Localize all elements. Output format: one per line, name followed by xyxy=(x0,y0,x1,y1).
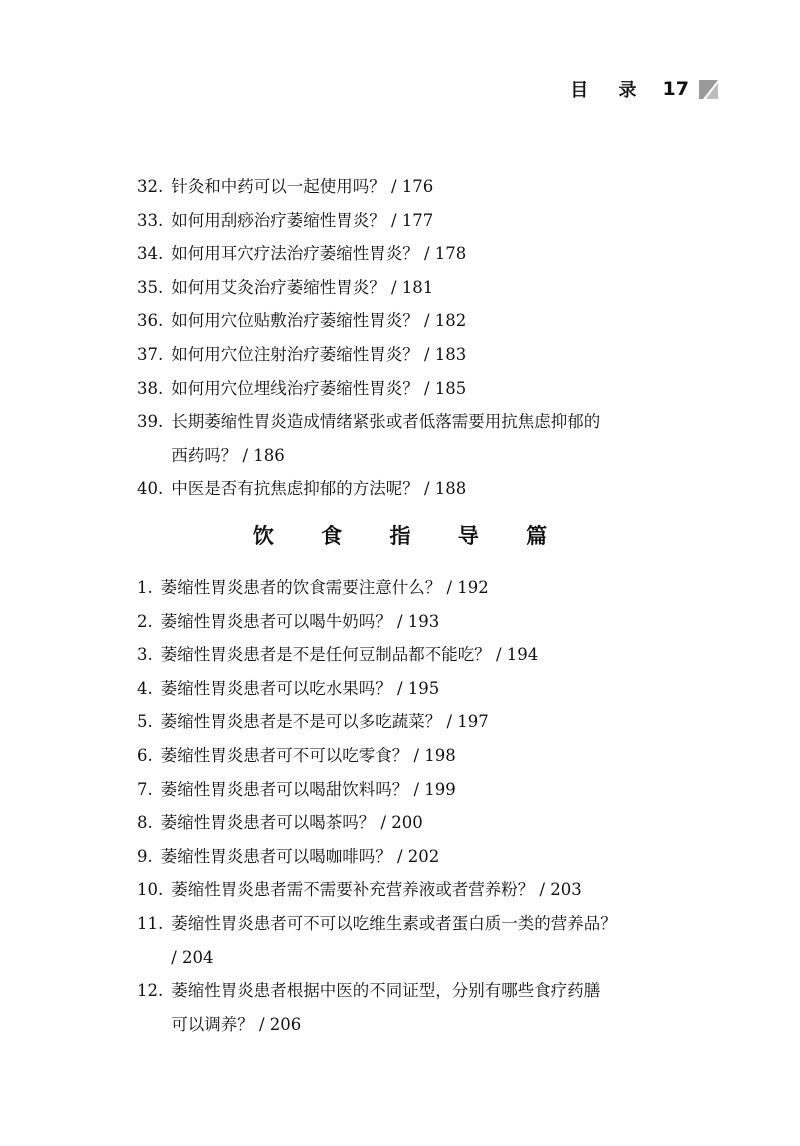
toc-entry-number: 8. xyxy=(137,813,153,833)
toc-entry-number: 34. xyxy=(137,244,164,264)
toc-entry-text xyxy=(171,472,677,506)
toc-entry[interactable] xyxy=(137,873,677,907)
toc-entry[interactable] xyxy=(137,170,677,204)
toc-entry[interactable] xyxy=(137,372,677,406)
toc-entry-title: 长期萎缩性胃炎造成情绪紧张或者低落需要用抗焦虑抑郁的 xyxy=(171,412,601,432)
toc-entry-title: 如何用刮痧治疗萎缩性胃炎？ / 177 xyxy=(171,210,434,230)
toc-entry[interactable] xyxy=(137,907,677,974)
toc-entry-text xyxy=(161,605,677,639)
toc-entry-text xyxy=(171,237,677,271)
toc-entry-title: 如何用艾灸治疗萎缩性胃炎？ / 181 xyxy=(171,277,434,297)
toc-entry-text xyxy=(171,204,677,238)
toc-entry-number: 37. xyxy=(137,344,164,364)
toc-entry-number: 40. xyxy=(137,479,164,499)
toc-entry[interactable] xyxy=(137,204,677,238)
toc-entry[interactable] xyxy=(137,638,677,672)
toc-entry-number: 36. xyxy=(137,311,164,331)
corner-mark-icon xyxy=(699,80,718,99)
toc-entry-number: 32. xyxy=(137,177,164,196)
toc-entry-title: 中医是否有抗焦虑抑郁的方法呢？ / 188 xyxy=(171,479,467,499)
toc-entry-title: 萎缩性胃炎患者可以吃水果吗？ / 195 xyxy=(160,678,440,698)
toc-entry-text xyxy=(161,806,677,840)
toc-entry-title: 萎缩性胃炎患者可不可以吃维生素或者蛋白质一类的营养品？ xyxy=(171,913,617,933)
toc-entry[interactable] xyxy=(137,705,677,739)
toc-entry[interactable] xyxy=(137,806,677,840)
toc-entry-number: 6. xyxy=(137,745,153,765)
toc-entry[interactable] xyxy=(137,840,677,874)
toc-entry-title: 萎缩性胃炎患者可以喝茶吗？ / 200 xyxy=(160,813,423,833)
toc-entry-text xyxy=(161,705,677,739)
toc-entry[interactable] xyxy=(137,739,677,773)
toc-entry-number: 3. xyxy=(137,645,153,665)
toc-entry-title: 萎缩性胃炎患者是不是可以多吃蔬菜？ / 197 xyxy=(160,712,489,732)
toc-entry-text xyxy=(171,170,677,204)
running-header xyxy=(570,74,718,104)
toc-entry[interactable] xyxy=(137,405,677,472)
toc-entry-title: 萎缩性胃炎患者可不可以吃零食？ / 198 xyxy=(160,745,456,765)
toc-entry-text xyxy=(161,773,677,807)
toc-entry-title: 如何用穴位贴敷治疗萎缩性胃炎？ / 182 xyxy=(171,311,467,331)
toc-entry-title: 针灸和中药可以一起使用吗？ / 176 xyxy=(171,177,434,196)
toc-entry-text xyxy=(171,907,677,974)
toc-entry-title: 萎缩性胃炎患者根据中医的不同证型，分别有哪些食疗药膳 xyxy=(171,981,601,1001)
toc-entry-title: 如何用耳穴疗法治疗萎缩性胃炎？ / 178 xyxy=(171,244,467,264)
toc-list-diet xyxy=(137,571,677,1041)
toc-entry-text xyxy=(171,338,677,372)
toc-entry-continuation: / 204 xyxy=(171,947,214,967)
header-title: 目 录 xyxy=(570,80,649,101)
toc-entry-title: 萎缩性胃炎患者可以喝甜饮料吗？ / 199 xyxy=(160,779,456,799)
toc-entry-title: 萎缩性胃炎患者可以喝牛奶吗？ / 193 xyxy=(160,611,440,631)
toc-entry-number: 7. xyxy=(137,779,153,799)
toc-entry-text xyxy=(161,638,677,672)
toc-entry-title: 萎缩性胃炎患者的饮食需要注意什么？ / 192 xyxy=(160,578,489,597)
toc-entry[interactable] xyxy=(137,271,677,305)
toc-entry-text xyxy=(161,739,677,773)
toc-entry-text xyxy=(171,271,677,305)
toc-entry-title: 萎缩性胃炎患者是不是任何豆制品都不能吃？ / 194 xyxy=(160,645,539,665)
toc-entry-title: 如何用穴位埋线治疗萎缩性胃炎？ / 185 xyxy=(171,378,467,398)
page-number: 17 xyxy=(662,78,689,100)
toc-entry-number: 2. xyxy=(137,611,153,631)
toc-entry-number: 33. xyxy=(137,210,164,230)
toc-entry-number: 35. xyxy=(137,277,164,297)
toc-list-treatment xyxy=(137,170,677,506)
toc-entry-text xyxy=(171,372,677,406)
toc-entry-text xyxy=(161,840,677,874)
toc-entry-number: 9. xyxy=(137,846,153,866)
toc-entry-text xyxy=(171,405,677,472)
toc-entry[interactable] xyxy=(137,304,677,338)
toc-entry-number: 38. xyxy=(137,378,164,398)
toc-entry-title: 萎缩性胃炎患者需不需要补充营养液或者营养粉？ / 203 xyxy=(171,880,582,900)
toc-entry-text xyxy=(171,873,677,907)
toc-entry-title: 萎缩性胃炎患者可以喝咖啡吗？ / 202 xyxy=(160,846,440,866)
toc-entry-text xyxy=(171,304,677,338)
toc-entry[interactable] xyxy=(137,571,677,605)
toc-entry-text xyxy=(161,672,677,706)
toc-entry-number: 5. xyxy=(137,712,153,732)
section-title: 饮 食 指 导 篇 xyxy=(252,524,568,548)
toc-entry[interactable] xyxy=(137,605,677,639)
toc-entry-number: 10. xyxy=(137,880,164,900)
toc-entry-continuation: 西药吗？ / 186 xyxy=(171,445,285,465)
toc-entry-number: 1. xyxy=(137,578,153,597)
toc-entry-number: 39. xyxy=(137,412,164,432)
toc-entry[interactable] xyxy=(137,672,677,706)
toc-entry[interactable] xyxy=(137,472,677,506)
toc-entry[interactable] xyxy=(137,237,677,271)
toc-entry-continuation: 可以调养？ / 206 xyxy=(171,1014,302,1034)
toc-entry-number: 4. xyxy=(137,678,153,698)
toc-entry[interactable] xyxy=(137,974,677,1041)
toc-entry[interactable] xyxy=(137,338,677,372)
toc-entry-text xyxy=(161,571,677,605)
toc-entry-title: 如何用穴位注射治疗萎缩性胃炎？ / 183 xyxy=(171,344,467,364)
toc-entry[interactable] xyxy=(137,773,677,807)
toc-entry-number: 12. xyxy=(137,981,164,1001)
toc-entry-text xyxy=(171,974,677,1041)
toc-entry-number: 11. xyxy=(137,913,164,933)
